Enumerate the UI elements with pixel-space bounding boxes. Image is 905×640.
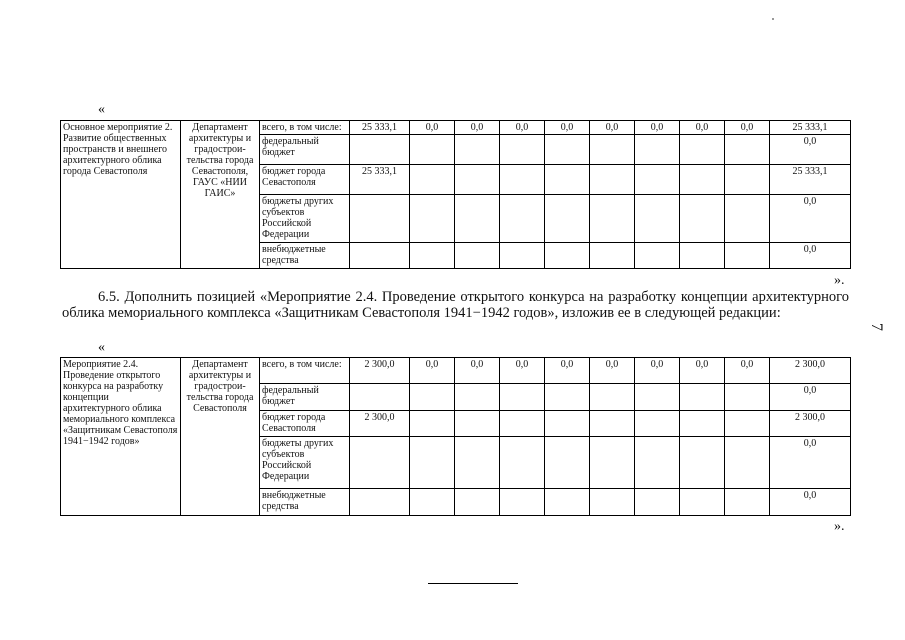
year-cell [545, 135, 590, 165]
source-label: бюджеты других субъектов Российской Федерации [260, 195, 350, 243]
year-cell [635, 411, 680, 437]
amount-cell: 25 333,1 [350, 121, 410, 135]
year-cell [455, 195, 500, 243]
open-quote-1: « [98, 102, 105, 117]
source-label: федеральный бюджет [260, 135, 350, 165]
total-cell: 0,0 [770, 437, 851, 489]
year-cell [590, 135, 635, 165]
year-cell: 0,0 [410, 358, 455, 384]
source-label: федеральный бюджет [260, 384, 350, 411]
close-quote-2: ». [834, 519, 845, 534]
source-label: бюджеты других субъектов Российской Федерации [260, 437, 350, 489]
year-cell: 0,0 [680, 121, 725, 135]
source-label: бюджет города Севастополя [260, 165, 350, 195]
year-cell [725, 411, 770, 437]
year-cell [500, 384, 545, 411]
year-cell: 0,0 [635, 358, 680, 384]
close-quote-1: ». [834, 273, 845, 288]
year-cell: 0,0 [590, 358, 635, 384]
year-cell [680, 243, 725, 269]
year-cell [590, 411, 635, 437]
year-cell: 0,0 [725, 358, 770, 384]
year-cell [500, 243, 545, 269]
year-cell [590, 243, 635, 269]
year-cell [455, 384, 500, 411]
year-cell [590, 489, 635, 516]
year-cell: 0,0 [680, 358, 725, 384]
financing-table-1 [60, 120, 851, 269]
year-cell [635, 489, 680, 516]
source-label: внебюджетные средства [260, 243, 350, 269]
year-cell [725, 165, 770, 195]
year-cell: 0,0 [455, 121, 500, 135]
year-cell [455, 411, 500, 437]
total-cell: 2 300,0 [770, 411, 851, 437]
amount-cell [350, 384, 410, 411]
year-cell [455, 165, 500, 195]
year-cell [455, 437, 500, 489]
amount-cell: 2 300,0 [350, 358, 410, 384]
year-cell [725, 195, 770, 243]
year-cell: 0,0 [545, 358, 590, 384]
total-cell: 0,0 [770, 195, 851, 243]
year-cell [410, 195, 455, 243]
year-cell [725, 384, 770, 411]
year-cell [680, 411, 725, 437]
amendment-paragraph: 6.5. Дополнить позицией «Мероприятие 2.4. Проведение открытого конкурса на разработку концепции архитектурного облика мемориального комплекса «Защитникам Севастополя 1941−1942 годов», изложив ее в следующей редакции: [62, 289, 849, 321]
year-cell: 0,0 [725, 121, 770, 135]
total-cell: 0,0 [770, 243, 851, 269]
year-cell [455, 489, 500, 516]
year-cell: 0,0 [545, 121, 590, 135]
year-cell: 0,0 [455, 358, 500, 384]
amount-cell: 25 333,1 [350, 165, 410, 195]
year-cell: 0,0 [635, 121, 680, 135]
year-cell [545, 489, 590, 516]
year-cell [500, 135, 545, 165]
year-cell [410, 165, 455, 195]
amount-cell [350, 437, 410, 489]
amount-cell [350, 243, 410, 269]
year-cell [635, 195, 680, 243]
source-label: всего, в том числе: [260, 358, 350, 384]
year-cell [455, 243, 500, 269]
year-cell [545, 243, 590, 269]
year-cell [545, 411, 590, 437]
year-cell [410, 437, 455, 489]
total-cell: 25 333,1 [770, 165, 851, 195]
open-quote-2: « [98, 340, 105, 355]
year-cell [500, 411, 545, 437]
year-cell: 0,0 [410, 121, 455, 135]
financing-table-2 [60, 357, 851, 516]
year-cell [410, 384, 455, 411]
year-cell: 0,0 [500, 358, 545, 384]
total-cell: 0,0 [770, 384, 851, 411]
year-cell [635, 437, 680, 489]
year-cell [680, 135, 725, 165]
year-cell [500, 195, 545, 243]
total-cell: 0,0 [770, 135, 851, 165]
year-cell [590, 384, 635, 411]
year-cell [410, 489, 455, 516]
responsible-department: Департамент архитектуры и градострои-тельства города Севастополя [181, 358, 260, 516]
year-cell [725, 437, 770, 489]
year-cell [545, 195, 590, 243]
source-label: бюджет города Севастополя [260, 411, 350, 437]
year-cell [635, 384, 680, 411]
year-cell [500, 437, 545, 489]
year-cell [680, 195, 725, 243]
year-cell [635, 135, 680, 165]
year-cell [635, 243, 680, 269]
total-cell: 2 300,0 [770, 358, 851, 384]
year-cell [725, 489, 770, 516]
year-cell [410, 243, 455, 269]
year-cell [635, 165, 680, 195]
year-cell [680, 165, 725, 195]
year-cell [680, 489, 725, 516]
amount-cell: 2 300,0 [350, 411, 410, 437]
year-cell [545, 437, 590, 489]
total-cell: 0,0 [770, 489, 851, 516]
page-number: 7 [868, 323, 885, 331]
responsible-department: Департамент архитектуры и градострои-тельства города Севастополя, ГАУС «НИИ ГАИС» [181, 121, 260, 269]
year-cell [545, 165, 590, 195]
year-cell [680, 437, 725, 489]
year-cell [500, 165, 545, 195]
amount-cell [350, 489, 410, 516]
year-cell [725, 135, 770, 165]
activity-name: Основное мероприятие 2. Развитие общественных пространств и внешнего архитектурного облика города Севастополя [61, 121, 181, 269]
amount-cell [350, 135, 410, 165]
year-cell [590, 437, 635, 489]
year-cell [410, 411, 455, 437]
year-cell [725, 243, 770, 269]
year-cell [545, 384, 590, 411]
source-label: всего, в том числе: [260, 121, 350, 135]
scan-speck [772, 18, 774, 20]
total-cell: 25 333,1 [770, 121, 851, 135]
year-cell [590, 195, 635, 243]
year-cell [455, 135, 500, 165]
amount-cell [350, 195, 410, 243]
year-cell: 0,0 [500, 121, 545, 135]
year-cell [590, 165, 635, 195]
source-label: внебюджетные средства [260, 489, 350, 516]
footer-rule [428, 583, 518, 584]
year-cell [410, 135, 455, 165]
activity-name: Мероприятие 2.4. Проведение открытого конкурса на разработку концепции архитектурного облика мемориального комплекса «Защитникам Севастополя 1941−1942 годов» [61, 358, 181, 516]
year-cell [500, 489, 545, 516]
year-cell [680, 384, 725, 411]
year-cell: 0,0 [590, 121, 635, 135]
